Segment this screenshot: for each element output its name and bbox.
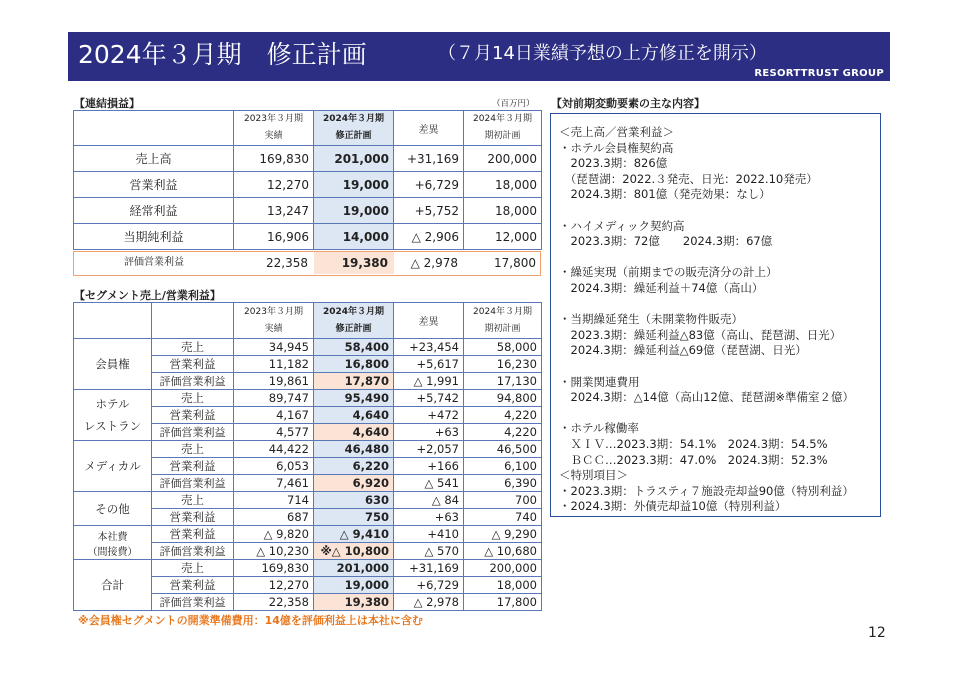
row-label: 営業利益 [74, 172, 234, 198]
cell-actual: 4,577 [234, 424, 314, 441]
cell-revised: 19,000 [314, 198, 394, 224]
change-factors-box [550, 113, 881, 517]
cell-initial: 17,800 [464, 594, 542, 611]
cell-diff: +472 [394, 407, 464, 424]
cell-diff: +31,169 [394, 560, 464, 577]
table-row [74, 339, 542, 356]
cell-diff: +63 [394, 424, 464, 441]
segment-name: メディカル [74, 441, 152, 492]
change-factor-line: 2023.3期：72億 2024.3期：67億 [559, 234, 773, 249]
cell-revised: 4,640 [314, 424, 394, 441]
cell-revised: 19,380 [314, 252, 394, 274]
row-label: 当期純利益 [74, 224, 234, 250]
consolidated-header-row [74, 111, 542, 146]
right-panel-label: 【対前期変動要素の主な内容】 [551, 97, 705, 110]
cell-diff: +166 [394, 458, 464, 475]
item-label: 売上 [152, 339, 234, 356]
eval-operating-profit-row [73, 251, 541, 276]
change-factor-line: ＸＩＶ…2023.3期：54.1% 2024.3期：54.5% [559, 437, 828, 451]
header-blank [74, 111, 234, 146]
row-label: 売上高 [74, 146, 234, 172]
item-label: 評価営業利益 [152, 424, 234, 441]
cell-actual: 4,167 [234, 407, 314, 424]
item-label: 売上 [152, 492, 234, 509]
item-label: 営業利益 [152, 509, 234, 526]
row-label: 評価営業利益 [124, 257, 184, 268]
cell-actual: 34,945 [234, 339, 314, 356]
col-header-diff: 差異 [394, 303, 464, 339]
header-blank [74, 303, 152, 339]
segment-table [73, 302, 542, 611]
segment-name: 合計 [74, 560, 152, 611]
cell-revised: 19,380 [314, 594, 394, 611]
cell-actual: 6,053 [234, 458, 314, 475]
change-factor-line: 2024.3期：繰延利益△69億（琵琶湖、日光） [559, 343, 807, 358]
cell-actual: 12,270 [234, 172, 314, 198]
cell-actual: 7,461 [234, 475, 314, 492]
change-factor-line: ・2023.3期：トラスティ７施設売却益90億（特別利益） [559, 483, 854, 498]
cell-initial: 700 [464, 492, 542, 509]
table-row [74, 172, 542, 198]
cell-diff: +5,617 [394, 356, 464, 373]
col-header-initial: 2024年３月期 期初計画 [464, 303, 542, 339]
table-row [74, 560, 542, 577]
row-label: 経常利益 [74, 198, 234, 224]
cell-actual: 687 [234, 509, 314, 526]
cell-initial: 18,000 [464, 577, 542, 594]
col-header-initial: 2024年３月期 期初計画 [464, 111, 542, 146]
cell-actual: 22,358 [234, 594, 314, 611]
cell-actual: 714 [234, 492, 314, 509]
change-factor-line: ・ハイメディック契約高 [559, 218, 685, 233]
cell-initial: 46,500 [464, 441, 542, 458]
cell-initial: 94,800 [464, 390, 542, 407]
cell-actual: 89,747 [234, 390, 314, 407]
col-header-revised: 2024年３月期 修正計画 [314, 111, 394, 146]
cell-initial: △ 10,680 [464, 543, 542, 560]
change-factor-line: ＢＣＣ…2023.3期：47.0% 2024.3期：52.3% [559, 452, 828, 467]
item-label: 評価営業利益 [152, 373, 234, 390]
cell-initial: 6,390 [464, 475, 542, 492]
cell-revised: 630 [314, 492, 394, 509]
table-row [74, 492, 542, 509]
table-row [74, 224, 542, 250]
segment-name: 会員権 [74, 339, 152, 390]
cell-revised: 16,800 [314, 356, 394, 373]
change-factor-line: 2024.3期：801億（発売効果：なし） [559, 187, 771, 202]
cell-revised: 6,920 [314, 475, 394, 492]
change-factor-line: 2023.3期：826億 [559, 156, 668, 171]
cell-initial: 200,000 [464, 560, 542, 577]
col-header-revised: 2024年３月期 修正計画 [314, 303, 394, 339]
cell-diff: +5,742 [394, 390, 464, 407]
table-row [74, 390, 542, 407]
cell-revised: 750 [314, 509, 394, 526]
change-factor-line: ・当期繰延発生（未開業物件販売） [559, 312, 743, 327]
item-label: 営業利益 [152, 356, 234, 373]
cell-diff: △ 84 [394, 492, 464, 509]
cell-revised: 6,220 [314, 458, 394, 475]
cell-revised: 19,000 [314, 577, 394, 594]
change-factor-line: 2023.3期：繰延利益△83億（高山、琵琶湖、日光） [559, 327, 842, 342]
cell-actual: 169,830 [234, 560, 314, 577]
page-subtitle: （７月14日業績予想の上方修正を開示） [438, 43, 767, 64]
cell-revised: 17,870 [314, 373, 394, 390]
cell-diff: +23,454 [394, 339, 464, 356]
cell-initial: 740 [464, 509, 542, 526]
cell-diff: +410 [394, 526, 464, 543]
cell-initial: 16,230 [464, 356, 542, 373]
cell-actual: 44,422 [234, 441, 314, 458]
item-label: 営業利益 [152, 577, 234, 594]
table-row [74, 146, 542, 172]
title-banner [68, 32, 890, 81]
cell-initial: 18,000 [464, 172, 542, 198]
item-label: 売上 [152, 390, 234, 407]
change-factor-line: （琵琶湖：2022.３発売、日光：2022.10発売） [559, 171, 818, 186]
item-label: 評価営業利益 [152, 594, 234, 611]
cell-initial: 6,100 [464, 458, 542, 475]
table-row [74, 526, 542, 543]
cell-revised: 95,490 [314, 390, 394, 407]
change-factor-line: ・繰延実現（前期までの販売済分の計上） [559, 265, 778, 280]
col-header-actual: 2023年３月期 実績 [234, 303, 314, 339]
cell-revised: 201,000 [314, 146, 394, 172]
cell-initial: 17,800 [494, 256, 536, 270]
cell-actual: 11,182 [234, 356, 314, 373]
consolidated-table [73, 110, 542, 250]
change-factor-line: ・開業関連費用 [559, 374, 640, 389]
cell-diff: △ 570 [394, 543, 464, 560]
cell-revised: ※△ 10,800 [314, 543, 394, 560]
col-header-actual: 2023年３月期 実績 [234, 111, 314, 146]
segment-header-row [74, 303, 542, 339]
segment-name: ホテル レストラン [74, 390, 152, 441]
cell-diff: +31,169 [394, 146, 464, 172]
cell-diff: △ 2,978 [410, 256, 458, 270]
change-factor-line: ・2024.3期：外債売却益10億（特別利益） [559, 499, 787, 514]
cell-diff: △ 541 [394, 475, 464, 492]
cell-actual: 19,861 [234, 373, 314, 390]
cell-revised: 14,000 [314, 224, 394, 250]
cell-actual: △ 9,820 [234, 526, 314, 543]
cell-initial: 18,000 [464, 198, 542, 224]
header-blank [152, 303, 234, 339]
cell-initial: 200,000 [464, 146, 542, 172]
item-label: 評価営業利益 [152, 475, 234, 492]
cell-diff: +6,729 [394, 172, 464, 198]
cell-actual: 169,830 [234, 146, 314, 172]
cell-revised: △ 9,410 [314, 526, 394, 543]
cell-diff: +6,729 [394, 577, 464, 594]
change-factor-line: ・ホテル稼働率 [559, 421, 639, 436]
unit-label: （百万円） [492, 99, 535, 109]
cell-diff: +63 [394, 509, 464, 526]
item-label: 営業利益 [152, 407, 234, 424]
item-label: 売上 [152, 560, 234, 577]
cell-diff: +5,752 [394, 198, 464, 224]
cell-initial: △ 9,290 [464, 526, 542, 543]
item-label: 営業利益 [152, 458, 234, 475]
segment-label: 【セグメント売上/営業利益】 [74, 289, 221, 302]
cell-revised: 4,640 [314, 407, 394, 424]
cell-diff: +2,057 [394, 441, 464, 458]
cell-initial: 58,000 [464, 339, 542, 356]
company-name: RESORTTRUST GROUP [754, 68, 884, 79]
change-factor-line: 2024.3期：△14億（高山12億、琵琶湖※準備室２億） [559, 390, 854, 405]
cell-diff: △ 2,978 [394, 594, 464, 611]
cell-revised: 46,480 [314, 441, 394, 458]
cell-actual: △ 10,230 [234, 543, 314, 560]
col-header-diff: 差異 [394, 111, 464, 146]
cell-actual: 13,247 [234, 198, 314, 224]
cell-revised: 19,000 [314, 172, 394, 198]
item-label: 営業利益 [152, 526, 234, 543]
footnote: ※会員権セグメントの開業準備費用：14億を評価利益上は本社に含む [78, 614, 423, 627]
cell-revised: 58,400 [314, 339, 394, 356]
cell-initial: 17,130 [464, 373, 542, 390]
consolidated-label: 【連結損益】 [74, 97, 140, 110]
table-row [74, 441, 542, 458]
page-title: 2024年３月期 修正計画 [78, 40, 367, 69]
cell-actual: 16,906 [234, 224, 314, 250]
table-row [74, 198, 542, 224]
item-label: 評価営業利益 [152, 543, 234, 560]
change-factor-line: ・ホテル会員権契約高 [559, 140, 674, 155]
item-label: 売上 [152, 441, 234, 458]
cell-revised: 201,000 [314, 560, 394, 577]
page-number: 12 [868, 625, 886, 641]
cell-actual: 12,270 [234, 577, 314, 594]
change-factor-line: 2024.3期：繰延利益＋74億（高山） [559, 281, 764, 295]
change-factor-line: ＜特別項目＞ [559, 468, 628, 483]
change-factor-line: ＜売上高／営業利益＞ [559, 125, 674, 139]
segment-name: 本社費 （間接費） [74, 526, 152, 560]
segment-name: その他 [74, 492, 152, 526]
cell-initial: 4,220 [464, 407, 542, 424]
cell-actual: 22,358 [266, 256, 308, 270]
cell-diff: △ 1,991 [394, 373, 464, 390]
cell-initial: 12,000 [464, 224, 542, 250]
cell-diff: △ 2,906 [394, 224, 464, 250]
cell-initial: 4,220 [464, 424, 542, 441]
